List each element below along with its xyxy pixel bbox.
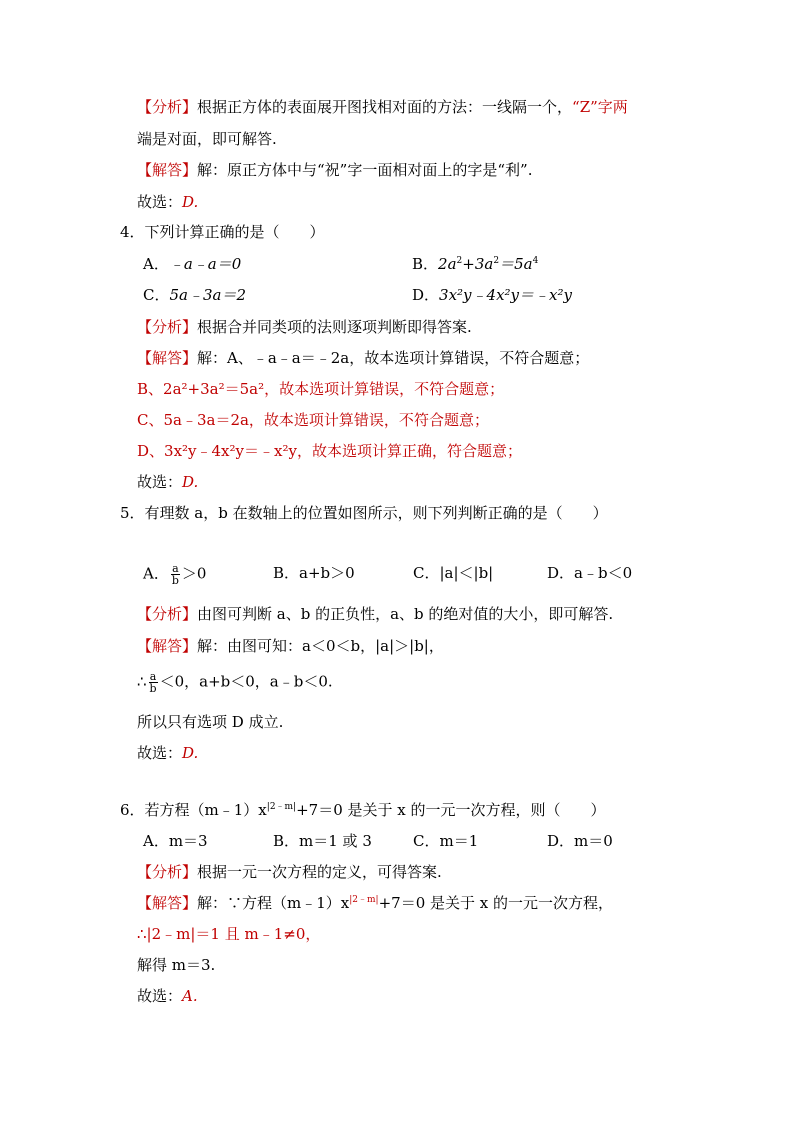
- q3-analysis-line2: 端是对面，即可解答.: [137, 130, 277, 148]
- analysis-text: 根据合并同类项的法则逐项判断即得答案.: [197, 318, 472, 336]
- q4-answer-line2: B、2a²+3a²＝5a²，故本选项计算错误，不符合题意；: [137, 380, 505, 398]
- q6-option-d: D．m＝0: [547, 832, 613, 850]
- analysis-tag: 【分析】: [137, 863, 198, 881]
- exponent: |2﹣m|: [349, 895, 379, 905]
- q3-analysis-line1: [137, 97, 628, 117]
- q5-answer-line1: [137, 636, 444, 656]
- q5-analysis: [137, 604, 613, 624]
- answer-text: 解：A、﹣a﹣a＝﹣2a，故本选项计算错误，不符合题意；: [197, 349, 590, 367]
- analysis-tag: 【分析】: [137, 605, 198, 623]
- answer-text: +7＝0 是关于 x 的一元一次方程，: [378, 894, 613, 912]
- q6-option-b: B．m＝1 或 3: [273, 832, 372, 850]
- exponent: 4: [532, 256, 539, 266]
- fraction-denominator: b: [149, 682, 157, 695]
- q4-option-d: [412, 285, 572, 305]
- q5-answer-line2: [137, 671, 333, 694]
- analysis-tag: 【分析】: [137, 318, 198, 336]
- option-label: C．: [143, 286, 170, 304]
- answer-text: 解：由图可知：a＜0＜b，|a|＞|b|，: [197, 637, 444, 655]
- q4-choice: [137, 472, 198, 492]
- q5-stem: 5．有理数 a，b 在数轴上的位置如图所示，则下列判断正确的是（ ）: [120, 504, 608, 522]
- choice-answer: D.: [182, 473, 199, 491]
- stem-text: +7＝0 是关于 x 的一元一次方程，则（ ）: [296, 801, 606, 819]
- choice-label: 故选：: [137, 987, 183, 1005]
- q4-answer-line1: [137, 348, 589, 368]
- fraction-denominator: b: [171, 574, 179, 587]
- q6-stem: [120, 800, 606, 820]
- q4-analysis: [137, 317, 472, 337]
- q4-answer-line4: D、3x²y﹣4x²y＝﹣x²y，故本选项计算正确，符合题意；: [137, 442, 522, 460]
- choice-answer: A.: [182, 987, 198, 1005]
- q5-answer-line3: 所以只有选项 D 成立.: [137, 713, 284, 731]
- analysis-text: 由图可判断 a、b 的正负性，a、b 的绝对值的大小，即可解答.: [197, 605, 614, 623]
- choice-label: 故选：: [137, 193, 183, 211]
- q4-option-c: [143, 285, 246, 305]
- q4-option-a: [143, 254, 241, 274]
- q6-answer-line1: [137, 893, 613, 913]
- choice-label: 故选：: [137, 473, 183, 491]
- analysis-tag: 【分析】: [137, 98, 198, 116]
- option-label: A．: [143, 255, 169, 273]
- q5-option-a: [143, 563, 206, 586]
- answer-tag: 【解答】: [137, 349, 198, 367]
- q5-option-c: C．|a|＜|b|: [413, 564, 494, 582]
- q6-answer-line2: ∴|2﹣m|＝1 且 m﹣1≠0，: [137, 925, 321, 943]
- option-text: ﹣a﹣a＝0: [168, 255, 242, 273]
- q5-option-b: B．a+b＞0: [273, 564, 355, 582]
- q4-option-b: [412, 254, 538, 274]
- analysis-text: 根据一元一次方程的定义，可得答案.: [197, 863, 442, 881]
- analysis-z-text: “Z”字两: [572, 98, 628, 116]
- fraction-a-over-b: [149, 671, 158, 694]
- stem-text: 6．若方程（m﹣1）x: [120, 801, 267, 819]
- option-label: B．: [412, 255, 439, 273]
- choice-label: 故选：: [137, 744, 183, 762]
- answer-text: 解：原正方体中与“祝”字一面相对面上的字是“利”.: [197, 161, 533, 179]
- q5-option-d: D．a﹣b＜0: [547, 564, 633, 582]
- q3-answer: [137, 160, 532, 180]
- option-text: +3a: [462, 255, 494, 273]
- q6-answer-line3: 解得 m＝3.: [137, 956, 216, 974]
- option-label: A．: [143, 564, 169, 583]
- option-text: ＝5a: [499, 255, 533, 273]
- fraction-a-over-b: [171, 563, 180, 586]
- option-label: D．: [412, 286, 440, 304]
- exponent: 2: [456, 256, 463, 266]
- answer-tag: 【解答】: [137, 637, 198, 655]
- choice-answer: D.: [182, 193, 199, 211]
- option-text: 2a: [438, 255, 457, 273]
- answer-text: 解：∵方程（m﹣1）x: [197, 894, 350, 912]
- fraction-numerator: a: [172, 562, 179, 575]
- q3-choice: [137, 192, 198, 212]
- therefore-symbol: ∴: [137, 672, 147, 691]
- exponent: 2: [493, 256, 500, 266]
- q6-choice: [137, 986, 198, 1006]
- choice-answer: D.: [182, 744, 199, 762]
- option-text: ＞0: [181, 564, 207, 583]
- q5-choice: [137, 743, 198, 763]
- q4-answer-line3: C、5a﹣3a＝2a，故本选项计算错误，不符合题意；: [137, 411, 489, 429]
- answer-tag: 【解答】: [137, 161, 198, 179]
- q4-stem: 4．下列计算正确的是（ ）: [120, 223, 325, 241]
- analysis-text: 根据正方体的表面展开图找相对面的方法：一线隔一个，: [197, 98, 573, 116]
- q6-option-a: A．m＝3: [143, 832, 208, 850]
- q6-analysis: [137, 862, 442, 882]
- answer-tag: 【解答】: [137, 894, 198, 912]
- option-text: 5a﹣3a＝2: [169, 286, 247, 304]
- exponent: |2﹣m|: [266, 802, 297, 812]
- q6-option-c: C．m＝1: [413, 832, 479, 850]
- fraction-numerator: a: [149, 670, 157, 683]
- option-text: 3x²y﹣4x²y＝﹣x²y: [439, 286, 572, 304]
- answer-text: ＜0，a+b＜0，a﹣b＜0.: [159, 672, 333, 691]
